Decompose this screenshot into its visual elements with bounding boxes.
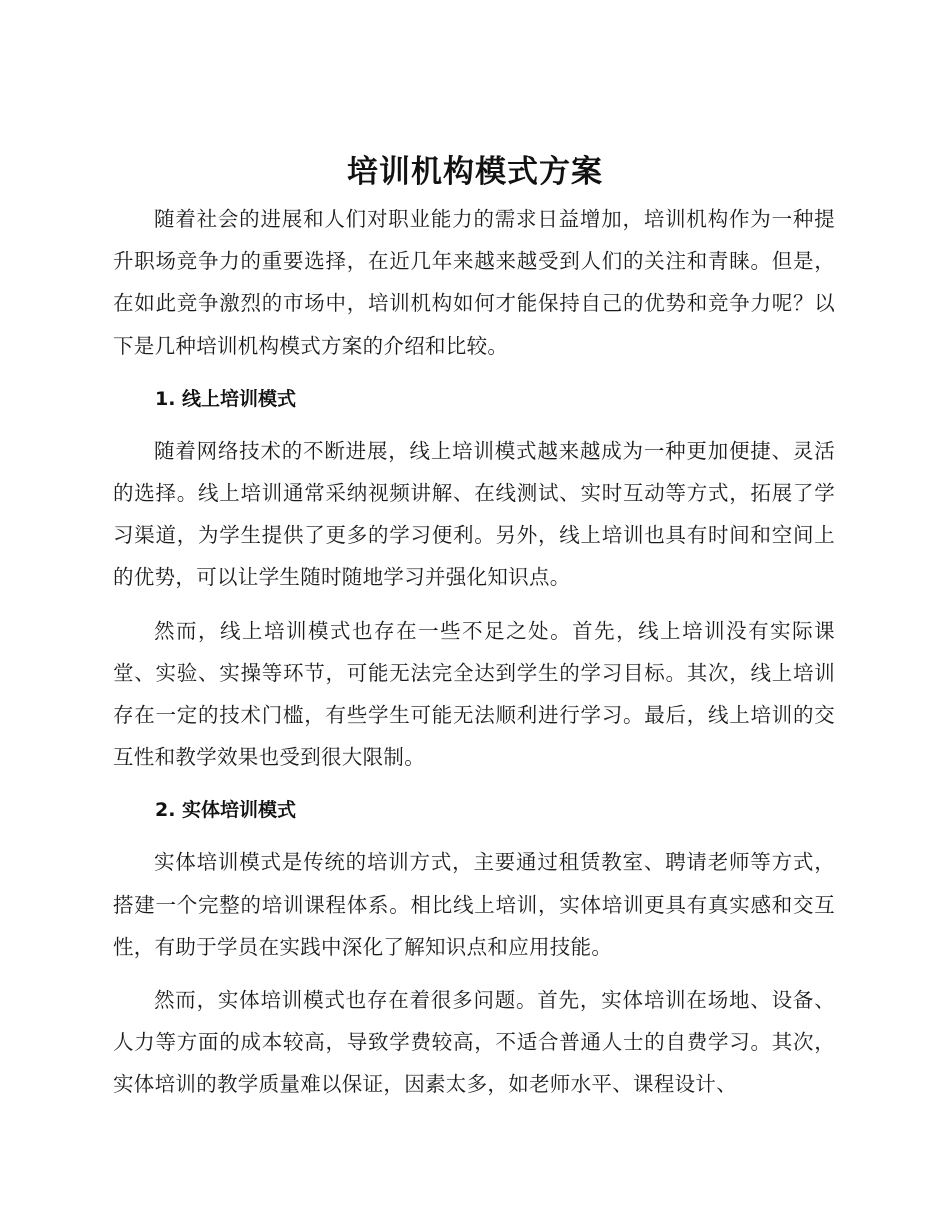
physical-paragraph-2: 然而，实体培训模式也存在着很多问题。首先，实体培训在场地、设备、人力等方面的成本较高，导致学费较高，不适合普通人士的自费学习。其次，实体培训的教学质量难以保证，因素太多，如老师水平、课程设计、	[113, 988, 835, 1097]
document-body	[113, 198, 835, 1117]
online-paragraph-2: 然而，线上培训模式也存在一些不足之处。首先，线上培训没有实际课堂、实验、实操等环节，可能无法完全达到学生的学习目标。其次，线上培训存在一定的技术门槛，有些学生可能无法顺利进行学习。最后，线上培训的交互性和教学效果也受到很大限制。	[113, 618, 835, 770]
intro-paragraph: 随着社会的进展和人们对职业能力的需求日益增加，培训机构作为一种提升职场竞争力的重要选择，在近几年来越来越受到人们的关注和青睐。但是，在如此竞争激烈的市场中，培训机构如何才能保持自己的优势和竞争力呢？以下是几种培训机构模式方案的介绍和比较。	[113, 207, 835, 358]
physical-paragraph-1: 实体培训模式是传统的培训方式，主要通过租赁教室、聘请老师等方式，搭建一个完整的培训课程体系。相比线上培训，实体培训更具有真实感和交互性，有助于学员在实践中深化了解知识点和应用技能。	[113, 850, 835, 959]
document-title: 培训机构模式方案	[347, 154, 603, 190]
online-paragraph-1: 随着网络技术的不断进展，线上培训模式越来越成为一种更加便捷、灵活的选择。线上培训通常采纳视频讲解、在线测试、实时互动等方式，拓展了学习渠道，为学生提供了更多的学习便利。另外，线上培训也具有时间和空间上的优势，可以让学生随时随地学习并强化知识点。	[113, 438, 835, 590]
section-heading-physical: 2. 实体培训模式	[155, 799, 297, 822]
section-heading-online: 1. 线上培训模式	[155, 387, 297, 410]
